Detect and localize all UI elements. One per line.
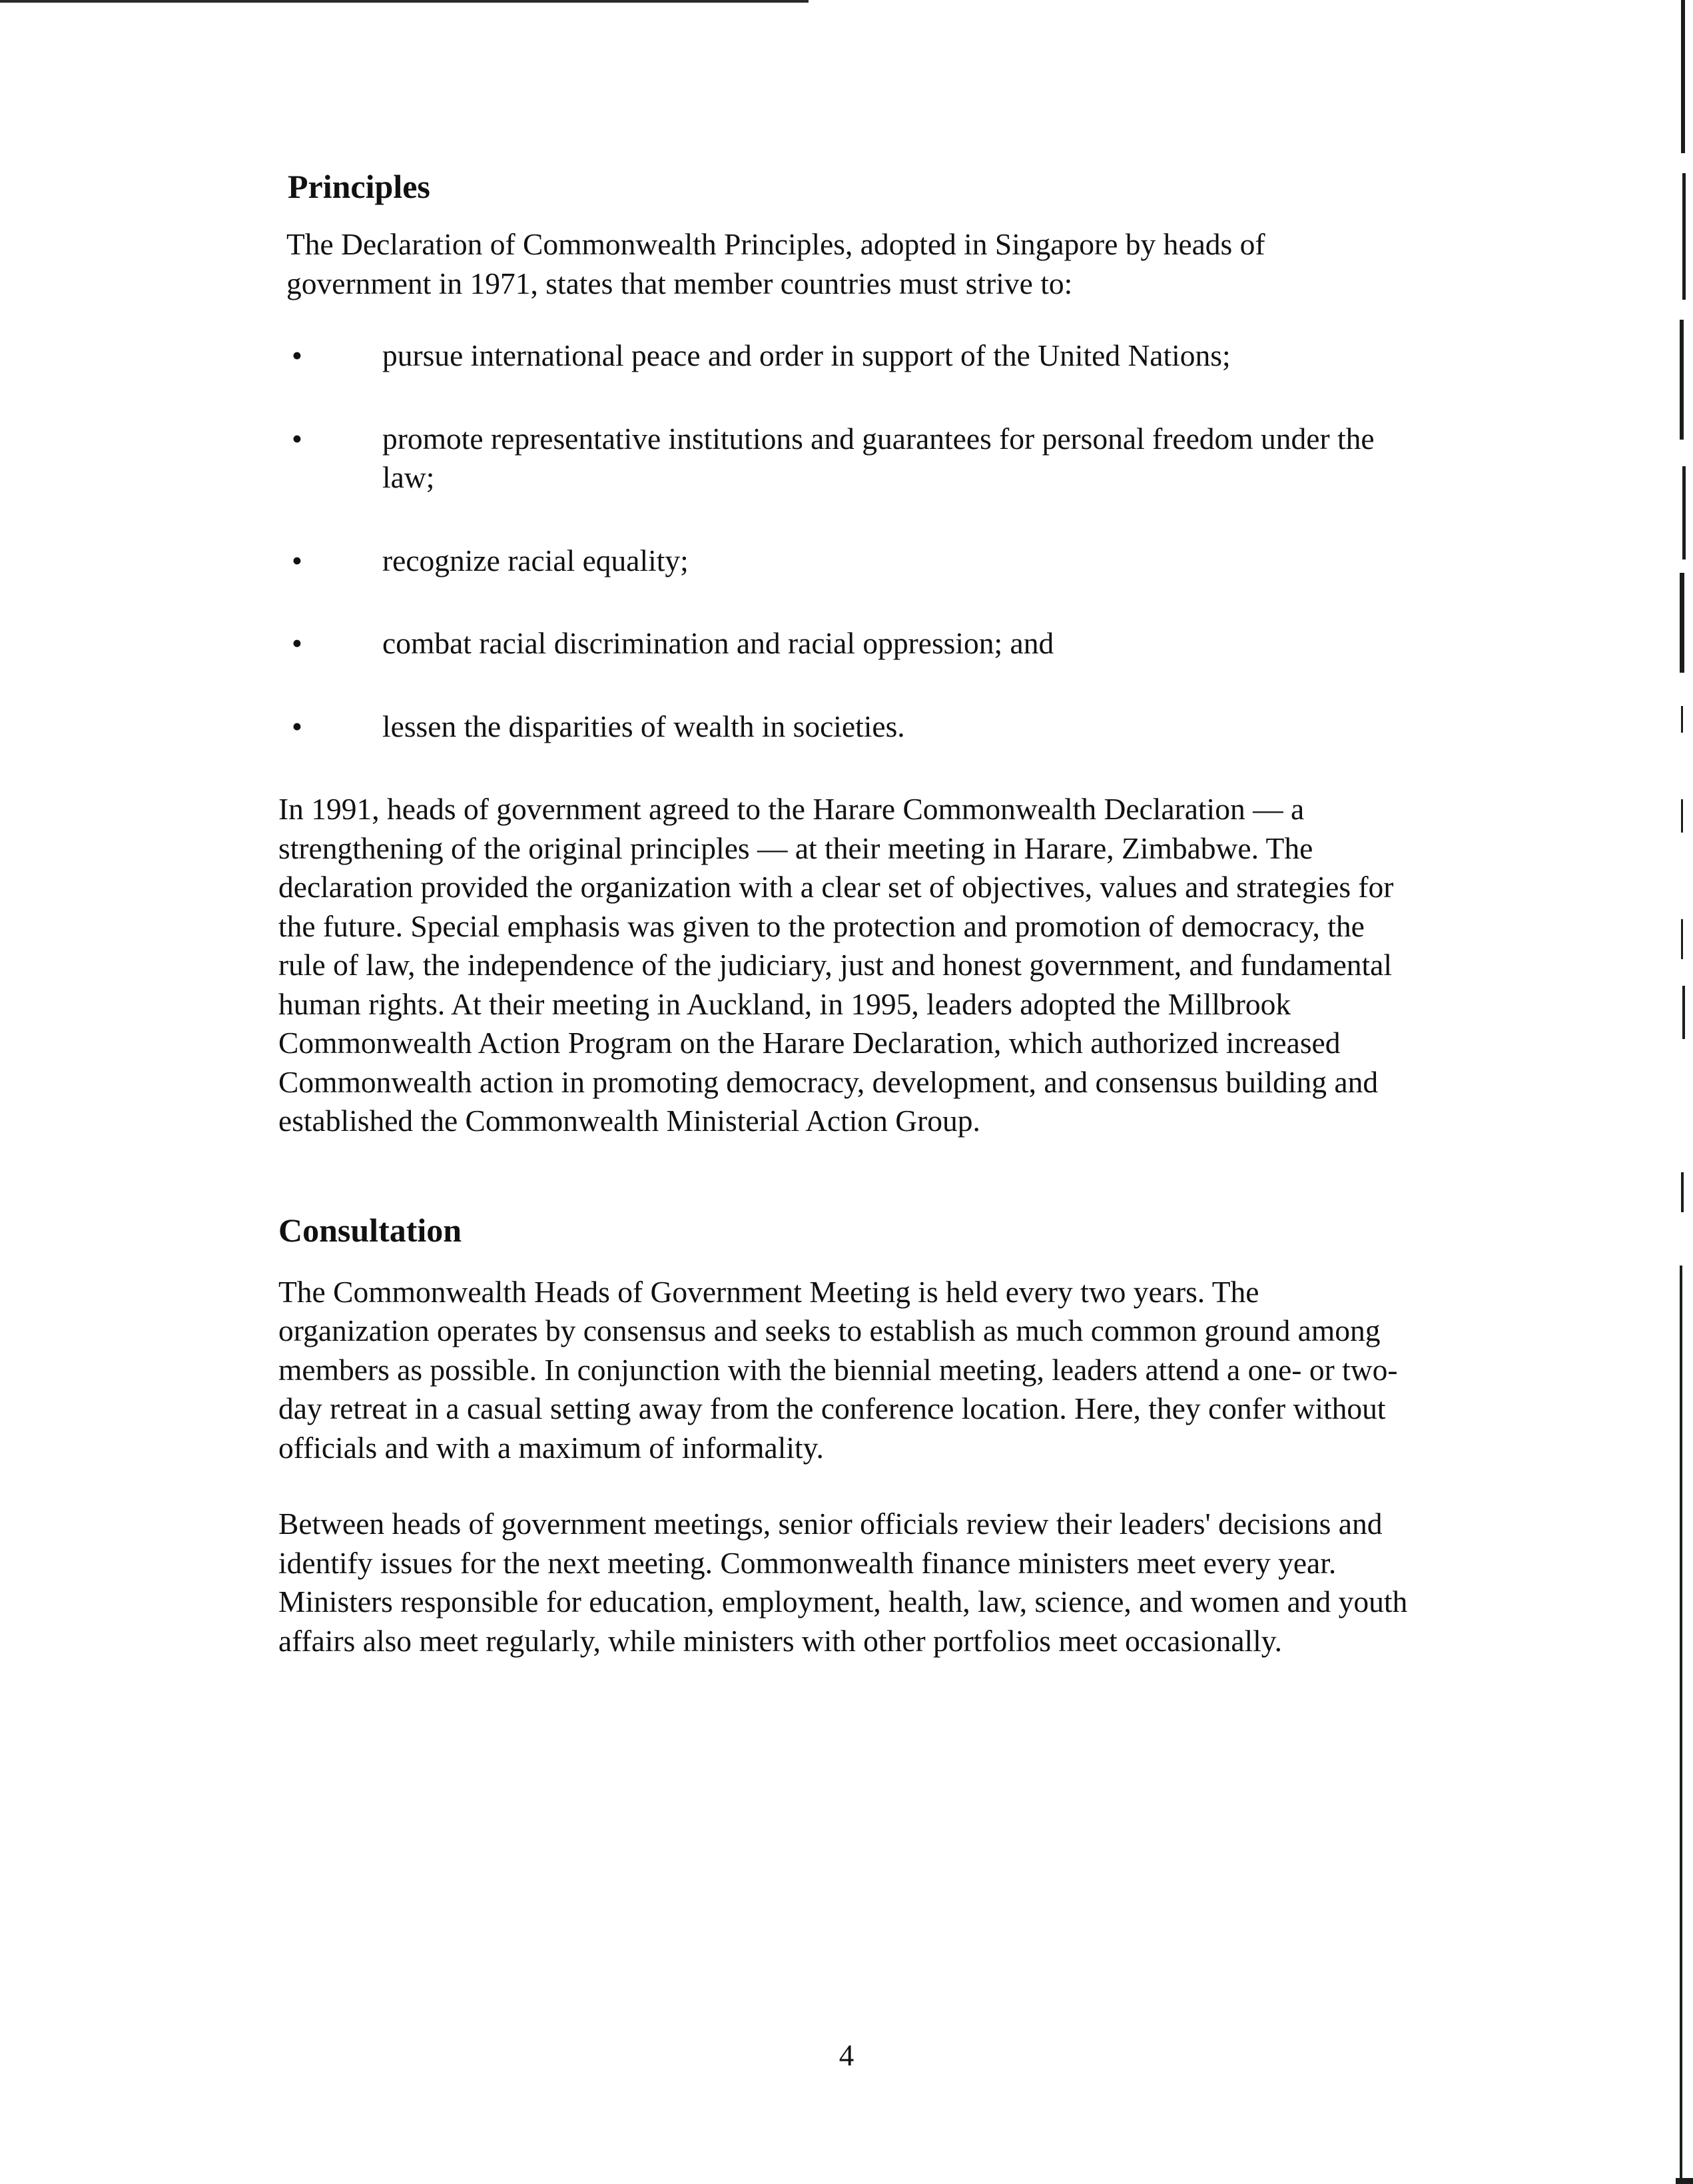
bullet-icon: •: [292, 543, 302, 577]
consultation-paragraph-2: Between heads of government meetings, senior officials review their leaders' decisions and identify issues for the next meeting. Commonwealth finance ministers meet every year. Ministers responsible for education, employment, health, law, science, and women and youth affairs also meet regularly, while ministers with other portfolios meet occasionally.: [278, 1507, 1408, 1658]
page-content: [278, 167, 1411, 1660]
bullet-icon: •: [292, 421, 302, 456]
list-item: [278, 707, 1411, 747]
bullet-icon: •: [292, 709, 302, 743]
principles-list: [278, 336, 1411, 746]
list-item: [278, 420, 1411, 498]
list-item: [278, 624, 1411, 663]
list-item-text: combat racial discrimination and racial oppression; and: [382, 626, 1054, 660]
consultation-paragraph-1: The Commonwealth Heads of Government Meeting is held every two years. The organization operates by consensus and seeks to establish as much common ground among members as possible. In conjunction with the biennial meeting, leaders attend a one- or two-day retreat in a casual setting away from the conference location. Here, they confer without officials and with a maximum of informality.: [278, 1274, 1398, 1465]
harare-paragraph: In 1991, heads of government agreed to the Harare Commonwealth Declaration — a strengthening of the original principles — at their meeting in Harare, Zimbabwe. The declaration provided the organization with a clear set of objectives, values and strategies for the future. Special emphasis was given to the protection and promotion of democracy, the rule of law, the independence of the judiciary, just and honest government, and fundamental human rights. At their meeting in Auckland, in 1995, leaders adopted the Millbrook Commonwealth Action Program on the Harare Declaration, which authorized increased Commonwealth action in promoting democracy, development, and consensus building and established the Commonwealth Ministerial Action Group.: [278, 792, 1394, 1138]
scan-right-edge: [1676, 0, 1693, 2184]
bullet-icon: •: [292, 626, 302, 660]
list-item-text: pursue international peace and order in support of the United Nations;: [382, 338, 1231, 372]
consultation-heading: Consultation: [278, 1211, 462, 1249]
list-item: [278, 542, 1411, 581]
list-item: [278, 336, 1411, 376]
list-item-text: recognize racial equality;: [382, 543, 689, 577]
scan-top-line: [0, 0, 809, 3]
list-item-text: promote representative institutions and guarantees for personal freedom under the law;: [382, 421, 1375, 494]
page-number: 4: [839, 2039, 854, 2072]
bullet-icon: •: [292, 338, 302, 372]
list-item-text: lessen the disparities of wealth in societies.: [382, 709, 905, 743]
principles-intro: The Declaration of Commonwealth Principles, adopted in Singapore by heads of government in 1971, states that member countries must strive to:: [286, 227, 1265, 300]
principles-heading: Principles: [288, 168, 430, 205]
